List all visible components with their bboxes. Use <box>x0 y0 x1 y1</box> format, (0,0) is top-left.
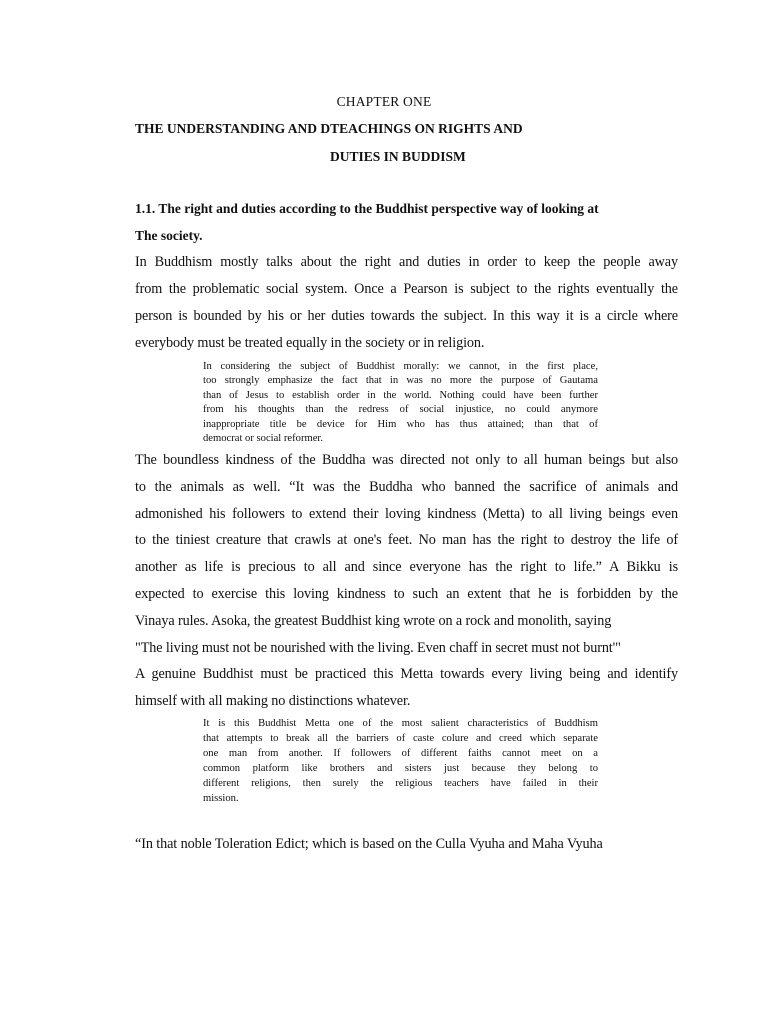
chapter-title-line: DUTIES IN BUDDISM <box>330 149 466 164</box>
block-quote-line: inappropriate title be device for Him who has thus attained; than that of <box>203 419 598 430</box>
paragraph-line: to the animals as well. “It was the Buddha who banned the sacrifice of animals and <box>135 479 678 495</box>
paragraph-line: to the tiniest creature that crawls at one's feet. No man has the right to destroy the life of <box>135 532 678 548</box>
block-quote-line: common platform like brothers and sisters just because they belong to <box>203 763 598 774</box>
paragraph-line: The boundless kindness of the Buddha was directed not only to all human beings but also <box>135 452 678 468</box>
paragraph-line: himself with all making no distinctions whatever. <box>135 693 411 709</box>
block-quote-line: In considering the subject of Buddhist morally: we cannot, in the first place, <box>203 361 598 372</box>
paragraph-line: another as life is precious to all and since everyone has the right to life.” A Bikku is <box>135 559 678 575</box>
block-quote-line: one man from another. If followers of different faiths cannot meet on a <box>203 748 598 759</box>
paragraph-line: admonished his followers to extend their loving kindness (Metta) to all living beings even <box>135 506 678 522</box>
chapter-title-line: THE UNDERSTANDING AND DTEACHINGS ON RIGHTS AND <box>135 121 523 136</box>
section-heading-line: 1.1. The right and duties according to the Buddhist perspective way of looking at <box>135 201 599 216</box>
section-heading-line: The society. <box>135 228 203 243</box>
paragraph-line: person is bounded by his or her duties towards the subject. In this way it is a circle where <box>135 308 678 324</box>
paragraph-line: expected to exercise this loving kindness to such an extent that he is forbidden by the <box>135 586 678 602</box>
paragraph-line: “In that noble Toleration Edict; which is based on the Culla Vyuha and Maha Vyuha <box>135 836 603 852</box>
paragraph-line: everybody must be treated equally in the society or in religion. <box>135 335 485 351</box>
paragraph-line: Vinaya rules. Asoka, the greatest Buddhist king wrote on a rock and monolith, saying <box>135 613 612 629</box>
block-quote-line: from his thoughts than the redress of social injustice, no could anymore <box>203 404 598 415</box>
paragraph-line: In Buddhism mostly talks about the right and duties in order to keep the people away <box>135 254 678 270</box>
block-quote-line: It is this Buddhist Metta one of the most salient characteristics of Buddhism <box>203 718 598 729</box>
paragraph-line: "The living must not be nourished with the living. Even chaff in secret must not burnt'" <box>135 640 621 656</box>
block-quote-line: different religions, then surely the religious teachers have failed in their <box>203 778 598 789</box>
chapter-label: CHAPTER ONE <box>336 94 432 109</box>
paragraph-line: from the problematic social system. Once a Pearson is subject to the rights eventually the <box>135 281 678 297</box>
block-quote-line: that attempts to break all the barriers of caste colure and creed which separate <box>203 733 598 744</box>
block-quote-line: too strongly emphasize the fact that in was no more the purpose of Gautama <box>203 375 598 386</box>
block-quote-line: than of Jesus to establish order in the world. Nothing could have been further <box>203 390 598 401</box>
block-quote-line: democrat or social reformer. <box>203 433 324 444</box>
block-quote-line: mission. <box>203 793 239 804</box>
paragraph-line: A genuine Buddhist must be practiced this Metta towards every living being and identify <box>135 666 678 682</box>
